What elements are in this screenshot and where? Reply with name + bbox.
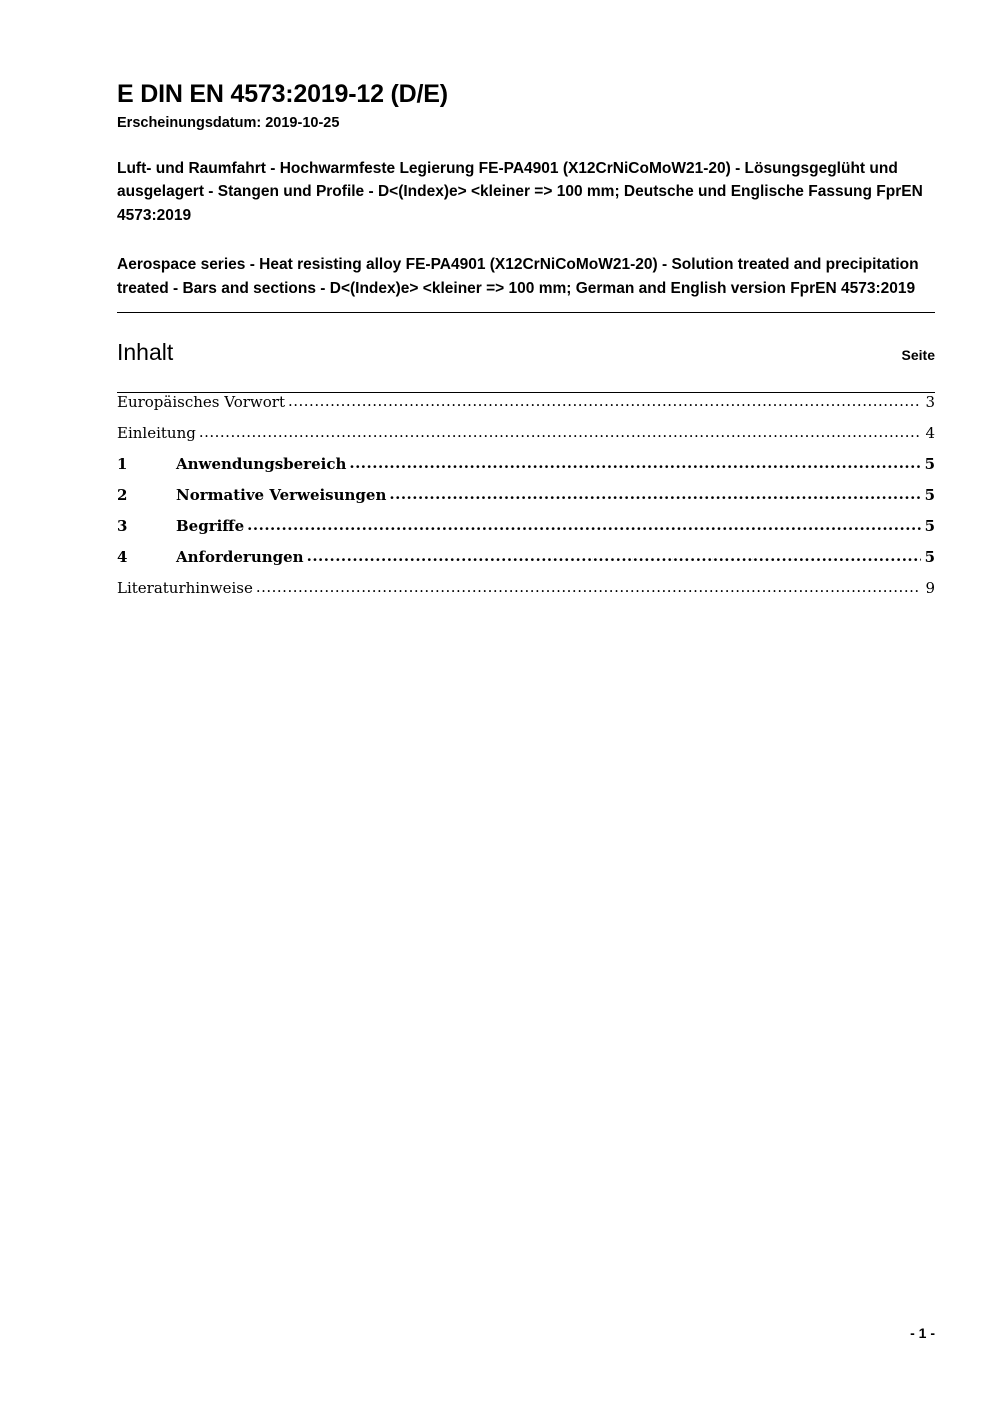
toc-entry[interactable] (117, 455, 935, 473)
toc-entry-page: 3 (925, 393, 935, 412)
toc-page-column-label: Seite (901, 347, 935, 364)
publication-date: Erscheinungsdatum: 2019-10-25 (117, 114, 340, 131)
toc-entry-number: 4 (117, 548, 128, 567)
toc-entry[interactable] (117, 486, 935, 504)
toc-entry-leader-dots (199, 425, 921, 440)
toc-entry-label: Normative Verweisungen (176, 486, 387, 505)
toc-entry-label: Einleitung (117, 424, 196, 443)
toc-entry[interactable] (117, 579, 935, 597)
toc-entry-leader-dots (288, 394, 921, 409)
toc-entry-page: 5 (924, 517, 935, 536)
toc-entry[interactable] (117, 517, 935, 535)
toc-entry-number: 1 (117, 455, 128, 474)
toc-entry-page: 5 (924, 548, 935, 567)
toc-entry-leader-dots (256, 580, 921, 595)
toc-entry-label: Europäisches Vorwort (117, 393, 285, 412)
toc-entry-leader-dots (247, 518, 921, 533)
toc-entry[interactable] (117, 548, 935, 566)
title-german: Luft- und Raumfahrt - Hochwarmfeste Legierung FE-PA4901 (X12CrNiCoMoW21-20) - Lösungsgeglüht und ausgelagert - Stangen und Profile - D<(Index)e> <kleiner => 100 mm; Deutsche und Englische Fassung FprEN 4573:2019 (117, 159, 923, 224)
toc-entry-page: 5 (924, 486, 935, 505)
toc-header (117, 339, 935, 366)
toc-entry-leader-dots (389, 487, 921, 502)
toc-entry-number: 2 (117, 486, 128, 505)
toc-entry-leader-dots (307, 549, 921, 564)
header-divider (117, 312, 935, 313)
toc-entry-label: Anforderungen (176, 548, 304, 567)
toc-entry-label: Literaturhinweise (117, 579, 253, 598)
toc-entry-label: Anwendungsbereich (176, 455, 347, 474)
toc-entry[interactable] (117, 393, 935, 411)
toc-entry-label: Begriffe (176, 517, 245, 536)
toc-entry-number: 3 (117, 517, 128, 536)
toc-list (117, 393, 935, 597)
document-number: E DIN EN 4573:2019-12 (D/E) (117, 80, 448, 108)
page-content (117, 80, 935, 610)
toc-entry-page: 5 (924, 455, 935, 474)
toc-entry-leader-dots (349, 456, 921, 471)
toc-entry-page: 9 (925, 579, 935, 598)
toc-entry[interactable] (117, 424, 935, 442)
toc-heading: Inhalt (117, 339, 174, 366)
title-english: Aerospace series - Heat resisting alloy FE-PA4901 (X12CrNiCoMoW21-20) - Solution treated and precipitation treated - Bars and sections - D<(Index)e> <kleiner => 100 mm; German and English version FprEN 4573:2019 (117, 256, 919, 297)
toc-entry-page: 4 (925, 424, 935, 443)
page-number-footer: - 1 - (910, 1325, 935, 1341)
